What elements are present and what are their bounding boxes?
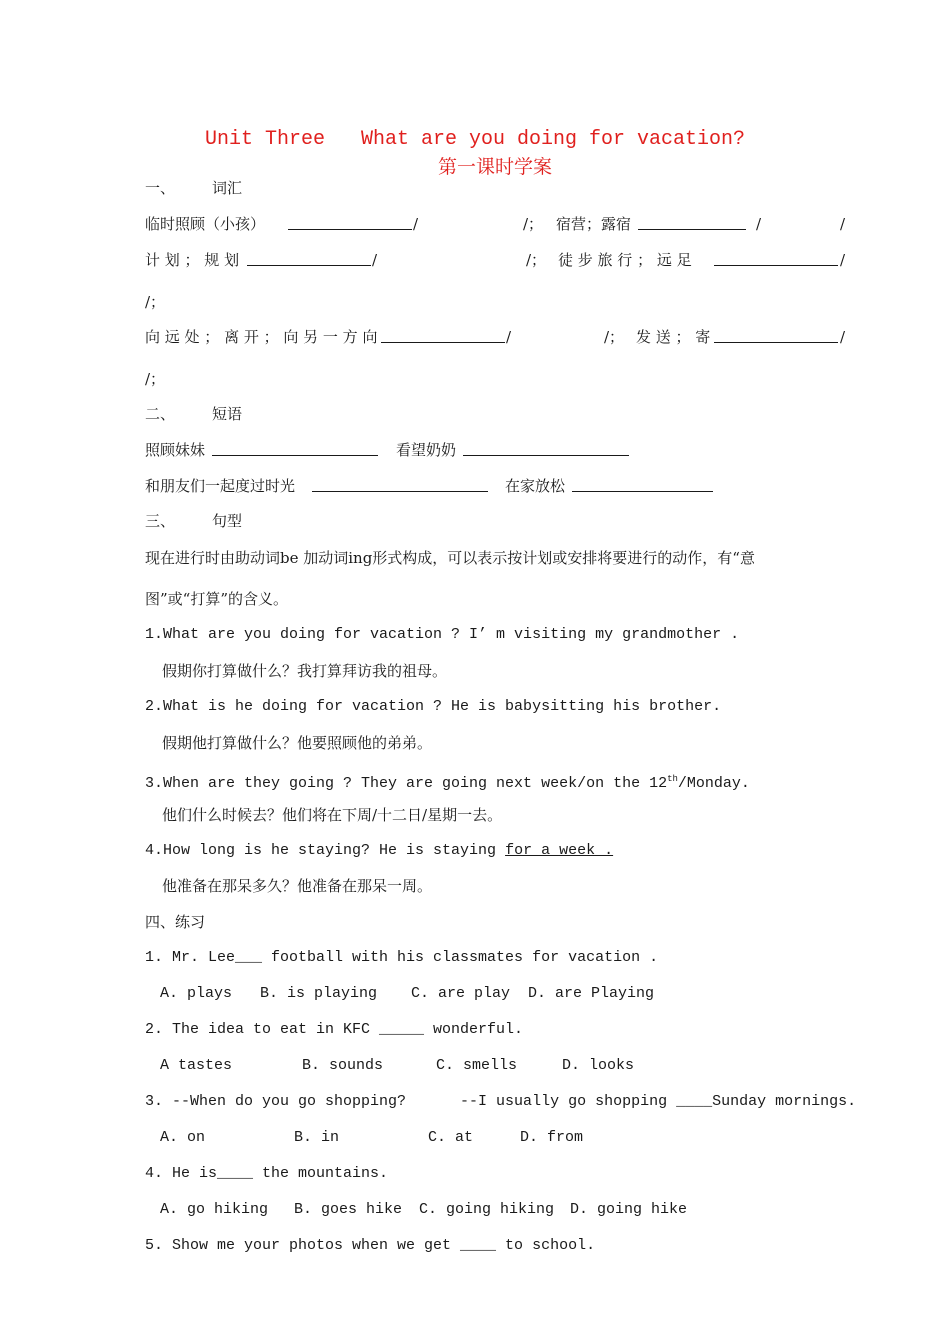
exercise-option[interactable]: C. at <box>428 1129 474 1146</box>
exercise-option[interactable]: D. looks <box>562 1057 635 1074</box>
exercise-option[interactable]: D. are Playing <box>528 985 655 1002</box>
example-sentence: 4.How long is he staying? He is staying for a week . <box>145 842 614 859</box>
phrase-blank[interactable] <box>212 440 378 461</box>
exercise-option[interactable]: B. sounds <box>302 1057 384 1074</box>
phrase-blank[interactable] <box>463 440 629 461</box>
example-translation: 假期他打算做什么？他要照顾他的弟弟。 <box>162 734 433 752</box>
exercise-option[interactable]: B. goes hike <box>294 1201 403 1218</box>
section2-heading: 短语 <box>212 405 243 423</box>
vocab-sep: / <box>413 215 419 233</box>
example-sentence: 1.What are you doing for vacation ? I’ m visiting my grandmother . <box>145 626 740 643</box>
exercise-option[interactable]: A tastes <box>160 1057 233 1074</box>
phrase-label: 和朋友们一起度过时光 <box>145 477 296 495</box>
section2-number: 二、 <box>145 405 176 423</box>
exercise-question: 3. --When do you go shopping? --I usually go shopping ____Sunday mornings. <box>145 1093 857 1110</box>
vocab-blank-plan[interactable] <box>247 250 371 271</box>
example-sentence: 2.What is he doing for vacation ? He is babysitting his brother. <box>145 698 722 715</box>
vocab-blank-hike[interactable] <box>714 250 838 271</box>
exercise-option[interactable]: A. go hiking <box>160 1201 269 1218</box>
example-sentence: 3.When are they going ? They are going next week/on the 12th/Monday. <box>145 774 750 792</box>
vocab-end: /； <box>526 251 547 269</box>
exercise-option[interactable]: D. going hike <box>570 1201 688 1218</box>
example-translation: 他准备在那呆多久？他准备在那呆一周。 <box>162 877 433 895</box>
exercise-option[interactable]: A. plays <box>160 985 233 1002</box>
example-translation: 假期你打算做什么？我打算拜访我的祖母。 <box>162 662 448 680</box>
vocab-label-plan: 计 划 ； 规 划 <box>145 251 240 269</box>
exercise-question: 5. Show me your photos when we get ____ to school. <box>145 1237 596 1254</box>
vocab-label-hike: 徒 步 旅 行 ； 远 足 <box>558 251 692 269</box>
exercise-option[interactable]: B. in <box>294 1129 340 1146</box>
vocab-sep: / <box>372 251 378 269</box>
vocab-end: / <box>840 215 846 233</box>
phrase-label: 在家放松 <box>505 477 566 495</box>
vocab-blank-away[interactable] <box>381 327 505 348</box>
vocab-sep: / <box>506 328 512 346</box>
page-subtitle: 第一课时学案 <box>437 156 552 178</box>
vocab-end: /； <box>523 215 544 233</box>
page-title: Unit Three What are you doing for vacation? <box>204 128 746 151</box>
vocab-wrap: /； <box>145 293 166 311</box>
section1-number: 一、 <box>145 179 176 197</box>
grammar-intro: 图”或“打算”的含义。 <box>145 590 289 608</box>
section3-number: 三、 <box>145 512 176 530</box>
vocab-wrap: /； <box>145 370 166 388</box>
exercise-question: 4. He is____ the mountains. <box>145 1165 389 1182</box>
exercise-option[interactable]: B. is playing <box>260 985 378 1002</box>
vocab-sep: / <box>756 215 762 233</box>
vocab-label-camp: 宿营；露宿 <box>556 215 632 233</box>
exercise-option[interactable]: C. are play <box>411 985 511 1002</box>
section4-heading: 四、练习 <box>145 913 206 931</box>
exercise-question: 1. Mr. Lee___ football with his classmates for vacation . <box>145 949 659 966</box>
phrase-blank[interactable] <box>312 476 488 497</box>
vocab-end: / <box>840 251 846 269</box>
grammar-intro: 现在进行时由助动词be 加动词ing形式构成，可以表示按计划或安排将要进行的动作，有“意 <box>145 549 755 567</box>
vocab-blank-camp[interactable] <box>638 214 746 235</box>
vocab-blank-send[interactable] <box>714 327 838 348</box>
vocab-label-send: 发 送 ； 寄 <box>636 328 711 346</box>
exercise-option[interactable]: A. on <box>160 1129 206 1146</box>
phrase-label: 看望奶奶 <box>396 441 457 459</box>
vocab-end: / <box>840 328 846 346</box>
vocab-end: /； <box>604 328 625 346</box>
exercise-option[interactable]: C. smells <box>436 1057 518 1074</box>
example-translation: 他们什么时候去？他们将在下周/十二日/星期一去。 <box>162 806 503 824</box>
vocab-blank-babysit[interactable] <box>288 214 412 235</box>
section3-heading: 句型 <box>212 512 243 530</box>
phrase-label: 照顾妹妹 <box>145 441 206 459</box>
vocab-label-babysit: 临时照顾（小孩） <box>145 215 266 233</box>
vocab-label-away: 向 远 处 ； 离 开 ； 向 另 一 方 向 <box>145 328 378 346</box>
phrase-blank[interactable] <box>572 476 713 497</box>
section1-heading: 词汇 <box>212 179 243 197</box>
exercise-question: 2. The idea to eat in KFC _____ wonderful. <box>145 1021 524 1038</box>
exercise-option[interactable]: C. going hiking <box>419 1201 555 1218</box>
exercise-option[interactable]: D. from <box>520 1129 584 1146</box>
